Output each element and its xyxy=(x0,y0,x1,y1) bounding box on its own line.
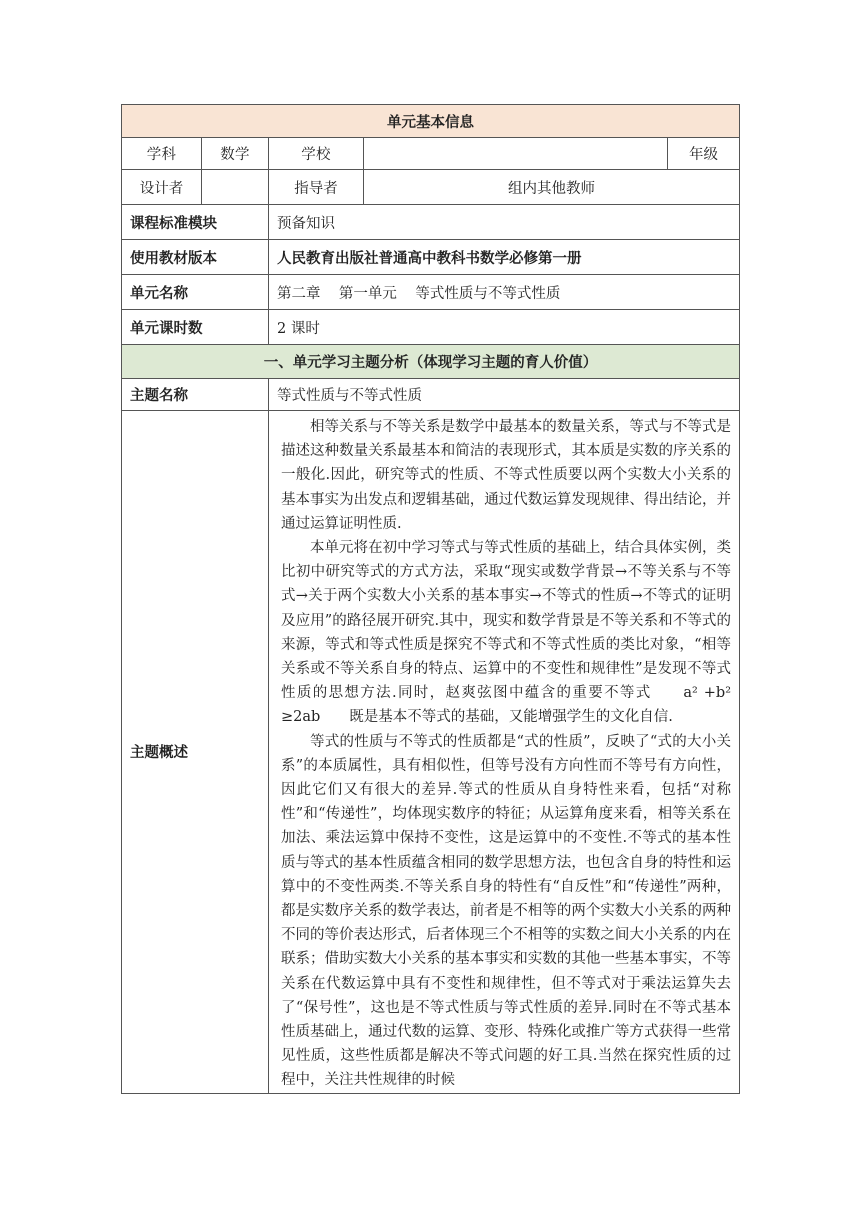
subject-label: 学科 xyxy=(122,138,202,170)
theme-overview-body xyxy=(269,411,740,1094)
unit-hours-value: 2 课时 xyxy=(269,310,740,345)
textbook-label: 使用教材版本 xyxy=(122,240,269,275)
table-header: 单元基本信息 xyxy=(122,105,740,138)
section-title: 一、单元学习主题分析（体现学习主题的育人价值） xyxy=(122,345,740,379)
overview-paragraph: 相等关系与不等关系是数学中最基本的数量关系，等式与不等式是描述这种数量关系最基本和简洁的表现形式，其本质是实数的序关系的一般化.因此，研究等式的性质、不等式性质要以两个实数大小关系的基本事实为出发点和逻辑基础，通过代数运算发现规律、得出结论，并通过运算证明性质. xyxy=(281,419,732,532)
theme-name-value: 等式性质与不等式性质 xyxy=(269,379,740,411)
grade-label: 年级 xyxy=(668,138,740,170)
course-module-label: 课程标准模块 xyxy=(122,205,269,240)
overview-paragraph: 等式的性质与不等式的性质都是“式的性质”，反映了“式的大小关系”的本质属性，具有相似性，但等号没有方向性而不等号有方向性，因此它们又有很大的差异.等式的性质从自身特性来看，包括“对称性”和“传递性”，均体现实数序的特征；从运算角度来看，相等关系在加法、乘法运算中保持不变性，这是运算中的不变性.不等式的基本性质与等式的基本性质蕴含相同的数学思想方法，也包含自身的特性和运算中的不变性两类.不等关系自身的特性有“自反性”和“传递性”两种，都是实数序关系的数学表达，前者是不相等的两个实数大小关系的两种不同的等价表达形式，后者体现三个不相等的实数之间大小关系的内在联系；借助实数大小关系的基本事实和实数的其他一些基本事实，不等关系在代数运算中具有不变性和规律性，但不等式对于乘法运算失去了“保号性”，这也是不等式性质与等式性质的差异.同时在不等式基本性质基础上，通过代数的运算、变形、特殊化或推广等方式获得一些常见性质，这些性质都是解决不等式问题的好工具.当然在探究性质的过程中，关注共性规律的时候 xyxy=(281,733,732,1089)
overview-paragraph: 本单元将在初中学习等式与等式性质的基础上，结合具体实例，类比初中研究等式的方式方法，采取“现实或数学背景→不等关系与不等式→关于两个实数大小关系的基本事实→不等式的性质→不等式的证明及应用”的路径展开研究.其中，现实和数学背景是不等关系和不等式的来源，等式和等式性质是探究不等式和不等式性质的类比对象，“相等关系或不等关系自身的特点、运算中的不变性和规律性”是发现不等式性质的思想方法.同时，赵爽弦图中蕴含的重要不等式 a² +b² ≥2ab 既是基本不等式的基础，又能增强学生的文化自信. xyxy=(281,540,732,726)
advisor-value: 组内其他教师 xyxy=(364,170,740,205)
school-label: 学校 xyxy=(269,138,364,170)
theme-overview-label: 主题概述 xyxy=(122,411,269,1094)
designer-label: 设计者 xyxy=(122,170,202,205)
unit-name-value: 第二章 第一单元 等式性质与不等式性质 xyxy=(269,275,740,310)
advisor-label: 指导者 xyxy=(269,170,364,205)
designer-value xyxy=(202,170,269,205)
subject-value: 数学 xyxy=(202,138,269,170)
school-value xyxy=(364,138,668,170)
textbook-value: 人民教育出版社普通高中教科书数学必修第一册 xyxy=(269,240,740,275)
unit-info-table xyxy=(121,104,740,1094)
unit-hours-label: 单元课时数 xyxy=(122,310,269,345)
course-module-value: 预备知识 xyxy=(269,205,740,240)
theme-name-label: 主题名称 xyxy=(122,379,269,411)
unit-name-label: 单元名称 xyxy=(122,275,269,310)
